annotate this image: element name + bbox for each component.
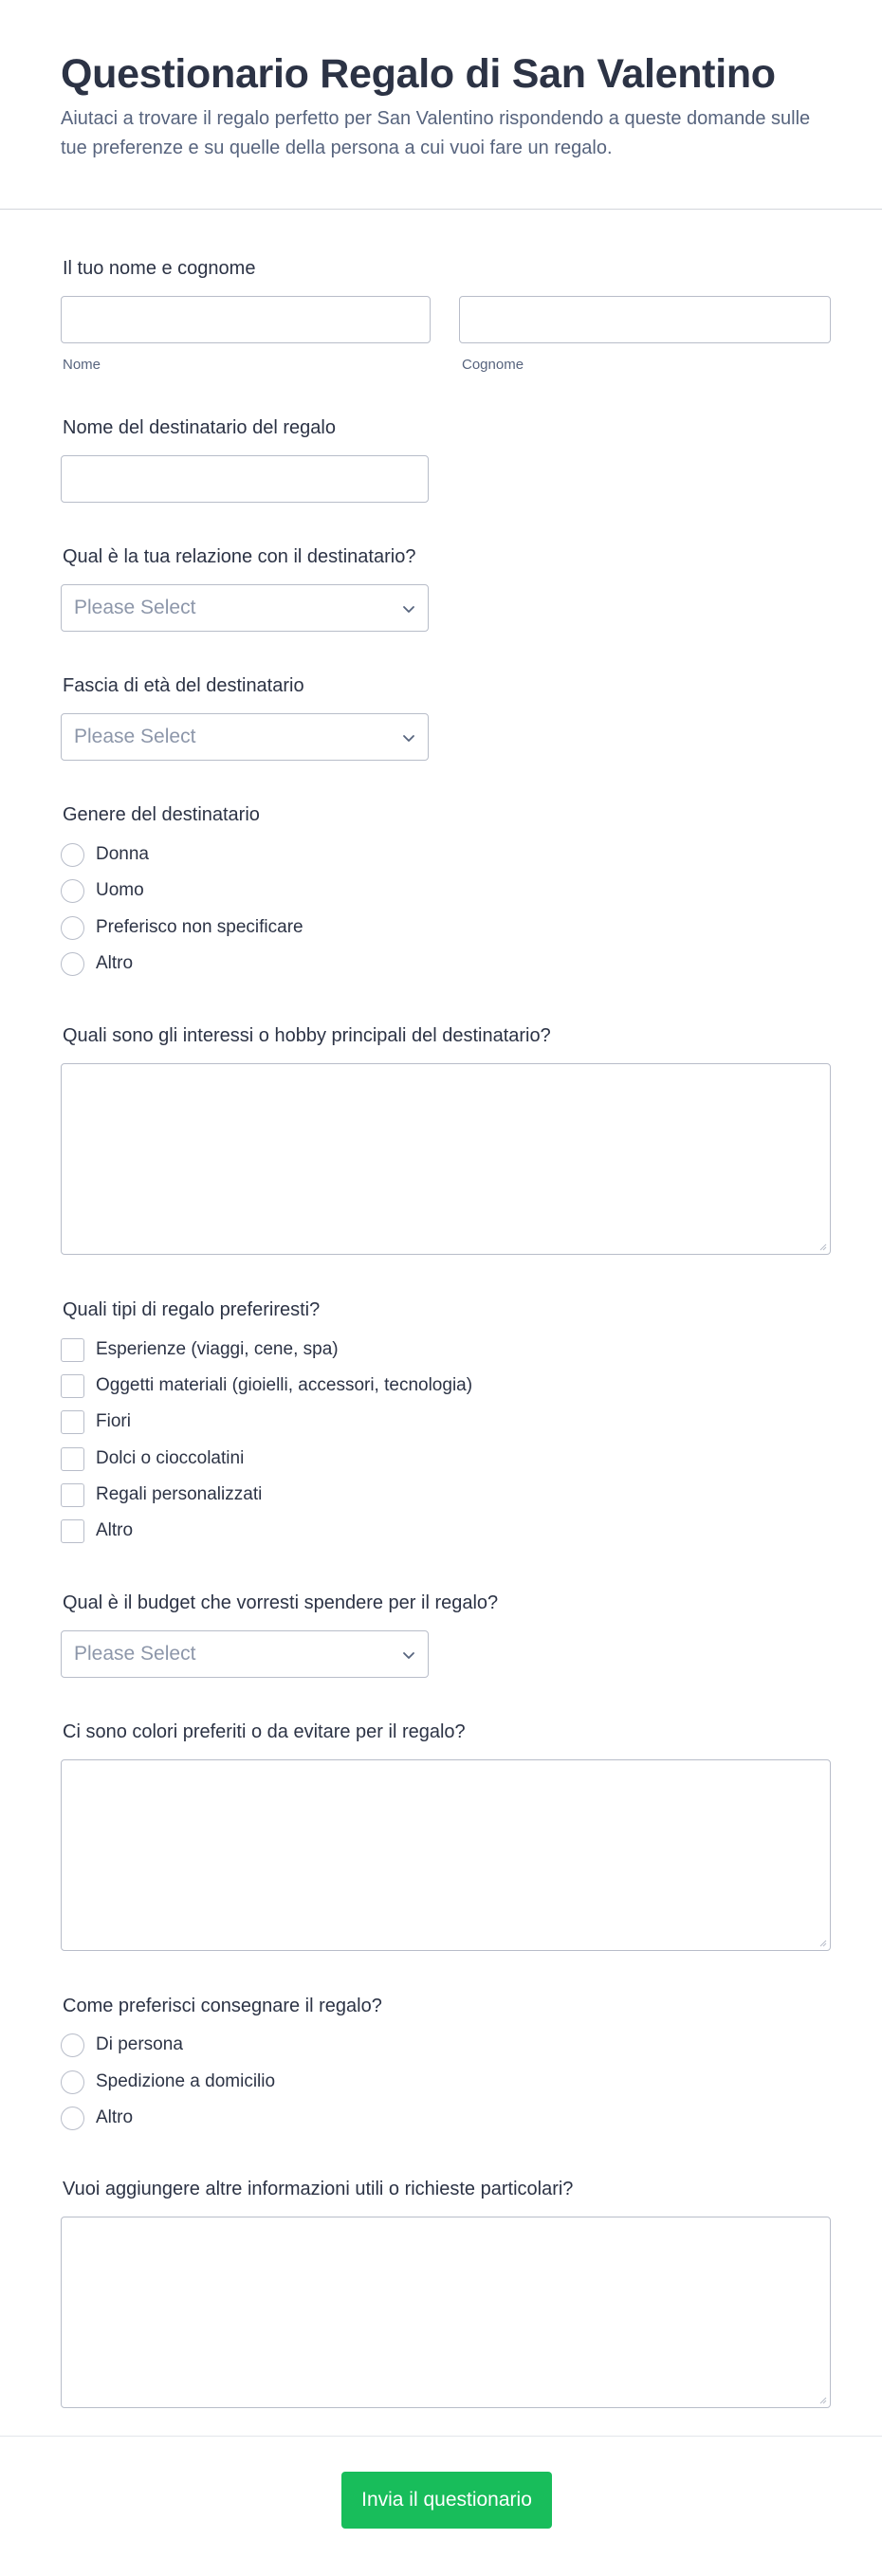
chevron-down-icon — [401, 1647, 416, 1663]
gender-option-label: Altro — [96, 953, 134, 973]
gift-type-option-label: Dolci o cioccolatini — [96, 1448, 245, 1468]
recipient-name-input[interactable] — [61, 455, 429, 503]
gender-option-label: Uomo — [96, 880, 144, 900]
gender-option-label: Donna — [96, 844, 149, 864]
age-range-select[interactable] — [61, 713, 429, 761]
submit-button[interactable]: Invia il questionario — [341, 2472, 552, 2529]
delivery-option-label: Di persona — [96, 2034, 183, 2054]
gift-type-option-label: Fiori — [96, 1411, 131, 1431]
budget-label: Qual è il budget che vorresti spendere per il regalo? — [63, 1592, 499, 1613]
interests-textarea[interactable] — [61, 1063, 831, 1255]
extra-info-label: Vuoi aggiungere altre informazioni utili o richieste particolari? — [63, 2179, 574, 2199]
gender-option-label: Preferisco non specificare — [96, 917, 303, 937]
checkbox[interactable] — [61, 1483, 84, 1507]
radio-button[interactable] — [61, 843, 84, 867]
relationship-placeholder: Please Select — [74, 597, 196, 618]
full-name-label: Il tuo nome e cognome — [63, 258, 256, 279]
first-name-input[interactable] — [61, 296, 431, 343]
budget-select[interactable] — [61, 1630, 429, 1678]
radio-button[interactable] — [61, 879, 84, 903]
checkbox[interactable] — [61, 1374, 84, 1398]
checkbox[interactable] — [61, 1519, 84, 1543]
radio-button[interactable] — [61, 952, 84, 976]
gift-types-label: Quali tipi di regalo preferiresti? — [63, 1299, 321, 1320]
checkbox[interactable] — [61, 1338, 84, 1362]
age-range-placeholder: Please Select — [74, 726, 196, 747]
extra-info-textarea[interactable] — [61, 2217, 831, 2408]
delivery-option-label: Spedizione a domicilio — [96, 2071, 276, 2091]
relationship-label: Qual è la tua relazione con il destinatario? — [63, 546, 416, 567]
checkbox[interactable] — [61, 1447, 84, 1471]
first-name-sublabel: Nome — [63, 357, 101, 373]
relationship-select[interactable] — [61, 584, 429, 632]
gift-type-option-label: Esperienze (viaggi, cene, spa) — [96, 1339, 339, 1359]
form-header — [61, 47, 838, 163]
age-range-label: Fascia di età del destinatario — [63, 675, 304, 696]
chevron-down-icon — [401, 601, 416, 616]
gender-label: Genere del destinatario — [63, 804, 260, 825]
resize-grip-icon[interactable] — [818, 1938, 827, 1947]
resize-grip-icon[interactable] — [818, 2395, 827, 2404]
delivery-option-label: Altro — [96, 2107, 134, 2127]
radio-button[interactable] — [61, 2070, 84, 2094]
radio-button[interactable] — [61, 2107, 84, 2130]
resize-grip-icon[interactable] — [818, 1242, 827, 1251]
checkbox[interactable] — [61, 1410, 84, 1434]
colors-label: Ci sono colori preferiti o da evitare per il regalo? — [63, 1721, 466, 1742]
radio-button[interactable] — [61, 916, 84, 940]
radio-button[interactable] — [61, 2033, 84, 2057]
recipient-name-label: Nome del destinatario del regalo — [63, 417, 336, 438]
gift-type-option-label: Regali personalizzati — [96, 1484, 263, 1504]
chevron-down-icon — [401, 730, 416, 745]
delivery-label: Come preferisci consegnare il regalo? — [63, 1996, 382, 2016]
budget-placeholder: Please Select — [74, 1643, 196, 1665]
form-description: Aiutaci a trovare il regalo perfetto per San Valentino rispondendo a queste domande sulle tue preferenze e su quelle della persona a cui vuoi fare un regalo. — [61, 108, 811, 158]
gift-type-option-label: Altro — [96, 1520, 134, 1540]
last-name-sublabel: Cognome — [462, 357, 524, 373]
form-title: Questionario Regalo di San Valentino — [61, 51, 776, 97]
gift-type-option-label: Oggetti materiali (gioielli, accessori, tecnologia) — [96, 1375, 473, 1395]
footer-divider — [0, 2436, 882, 2437]
interests-label: Quali sono gli interessi o hobby principali del destinatario? — [63, 1025, 551, 1046]
colors-textarea[interactable] — [61, 1759, 831, 1951]
last-name-input[interactable] — [459, 296, 831, 343]
header-divider — [0, 209, 882, 210]
